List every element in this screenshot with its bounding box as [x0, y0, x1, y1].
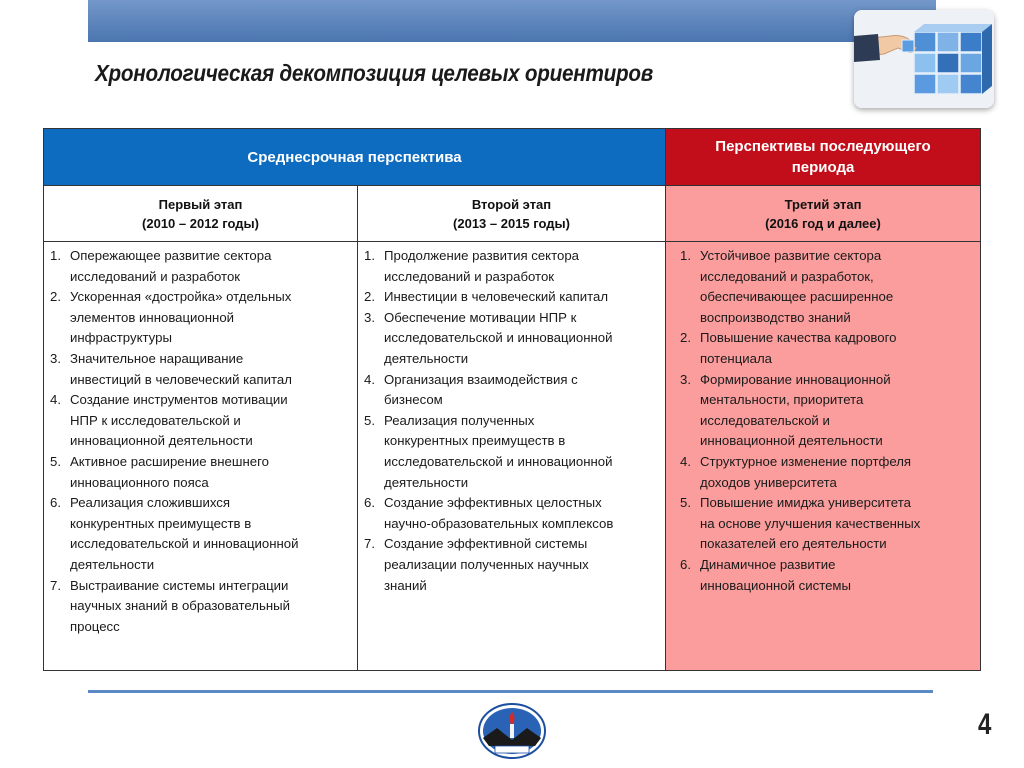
- list-item-line: Повышение имиджа университета: [700, 495, 911, 511]
- list-item-text: [70, 390, 353, 452]
- list-item-text: [70, 452, 353, 493]
- list-item-line: Значительное наращивание: [70, 350, 244, 366]
- list-item-number: 4.: [50, 392, 61, 408]
- stage-3-header: [666, 186, 980, 242]
- list-item-text: [384, 534, 661, 596]
- list-item: [680, 370, 976, 452]
- header-medium-term: Среднесрочная перспектива: [44, 129, 666, 186]
- hand-cubes-image: [854, 10, 994, 108]
- list-item: [364, 308, 661, 370]
- list-item-line: деятельности: [384, 474, 469, 490]
- stage-1-header: [44, 186, 358, 242]
- list-item: [50, 390, 353, 452]
- list-item-text: [384, 370, 661, 411]
- list-item-line: инновационной деятельности: [70, 433, 253, 449]
- list-item: [364, 287, 661, 308]
- list-item-number: 3.: [50, 350, 61, 366]
- list-item-number: 2.: [680, 330, 691, 346]
- list-item-line: знаний: [384, 577, 427, 593]
- stage-name: Второй этап: [471, 196, 552, 212]
- list-item-line: Продолжение развития сектора: [384, 248, 579, 263]
- list-item-text: [384, 287, 661, 308]
- list-item-number: 3.: [680, 371, 691, 387]
- list-item: [50, 246, 353, 287]
- stage-period: (2016 год и далее): [765, 215, 881, 231]
- list-item: [680, 493, 976, 555]
- list-item-line: Повышение качества кадрового: [700, 330, 897, 346]
- top-decorative-bar: [88, 0, 936, 42]
- list-item-line: исследовательской и инновационной: [384, 453, 613, 469]
- list-item-line: Создание инструментов мотивации: [70, 392, 288, 408]
- list-item: [364, 493, 661, 534]
- list-item-line: конкурентных преимуществ в: [70, 515, 252, 531]
- list-item-text: [700, 493, 976, 555]
- list-item-number: 7.: [50, 577, 61, 593]
- list-item-number: 5.: [364, 412, 375, 428]
- list-item: [680, 246, 976, 328]
- stage-name: Третий этап: [784, 196, 862, 212]
- list-item-line: исследовательской и: [700, 412, 830, 428]
- list-item-number: 6.: [50, 495, 61, 511]
- list-item-line: доходов университета: [700, 474, 837, 490]
- list-item-number: 5.: [680, 495, 691, 511]
- list-item-line: Организация взаимодействия с: [384, 371, 578, 387]
- list-item-number: 3.: [364, 309, 375, 325]
- header-next-period: [666, 129, 980, 186]
- list-item-number: 5.: [50, 453, 61, 469]
- list-item-line: Инвестиции в человеческий капитал: [384, 289, 609, 305]
- list-item-text: [384, 308, 661, 370]
- list-item-line: реализации полученных научных: [384, 556, 589, 572]
- list-item-text: [700, 555, 976, 596]
- list-item-line: Структурное изменение портфеля: [700, 453, 912, 469]
- list-item-number: 1.: [364, 248, 375, 263]
- list-item-number: 4.: [364, 371, 375, 387]
- list-item-line: воспроизводство знаний: [700, 309, 851, 325]
- list-item-line: Реализация сложившихся: [70, 495, 230, 511]
- list-item-number: 1.: [50, 248, 61, 263]
- list-item-line: Формирование инновационной: [700, 371, 891, 387]
- list-item-number: 2.: [364, 289, 375, 305]
- list-item: [50, 452, 353, 493]
- list-item-line: инновационной деятельности: [700, 433, 883, 449]
- list-item-text: [70, 349, 353, 390]
- list-item-number: 1.: [680, 248, 691, 263]
- list-item-text: [384, 411, 661, 493]
- list-item-line: исследований и разработок: [70, 268, 241, 284]
- list-item-line: на основе улучшения качественных: [700, 515, 921, 531]
- list-item-line: Обеспечение мотивации НПР к: [384, 309, 577, 325]
- list-item: [680, 452, 976, 493]
- list-item-line: деятельности: [384, 350, 469, 366]
- list-item: [680, 328, 976, 369]
- list-item-number: 2.: [50, 289, 61, 305]
- stage-period: (2010 – 2012 годы): [142, 215, 259, 231]
- list-item: [50, 493, 353, 575]
- list-item-line: Создание эффективной системы: [384, 536, 588, 552]
- list-item-text: [70, 576, 353, 638]
- list-item-line: исследовательской и инновационной: [384, 330, 613, 346]
- list-item-number: 7.: [364, 536, 375, 552]
- list-item-line: инфраструктуры: [70, 330, 172, 346]
- list-item-line: Динамичное развитие: [700, 556, 836, 572]
- list-item-line: процесс: [70, 618, 120, 634]
- bottom-divider: [88, 690, 933, 693]
- list-item-line: конкурентных преимуществ в: [384, 433, 566, 449]
- list-item-line: показателей его деятельности: [700, 536, 887, 552]
- stage-2-header: [358, 186, 666, 242]
- list-item-line: инновационной системы: [700, 577, 851, 593]
- list-item-line: НПР к исследовательской и: [70, 412, 241, 428]
- list-item-number: 4.: [680, 453, 691, 469]
- list-item-line: потенциала: [700, 350, 772, 366]
- list-item: [364, 411, 661, 493]
- list-item: [50, 287, 353, 349]
- list-item-line: научных знаний в образовательный: [70, 598, 290, 614]
- list-item-line: Устойчивое развитие сектора: [700, 248, 882, 263]
- list-item-line: инвестиций в человеческий капитал: [70, 371, 292, 387]
- list-item-line: Опережающее развитие сектора: [70, 248, 272, 263]
- page-number: 4: [978, 708, 992, 741]
- list-item: [50, 349, 353, 390]
- list-item-text: [700, 370, 976, 452]
- header-next-line1: Перспективы последующего: [715, 138, 931, 155]
- list-item-line: Выстраивание системы интеграции: [70, 577, 289, 593]
- list-item-line: Ускоренная «достройка» отдельных: [70, 289, 292, 305]
- list-item-text: [70, 287, 353, 349]
- list-item-line: деятельности: [70, 556, 155, 572]
- list-item-number: 6.: [680, 556, 691, 572]
- list-item: [364, 246, 661, 287]
- list-item-line: обеспечивающее расширенное: [700, 289, 894, 305]
- university-logo: [477, 702, 547, 760]
- list-item-line: бизнесом: [384, 392, 443, 408]
- list-item-text: [700, 246, 976, 328]
- list-item: [680, 555, 976, 596]
- list-item: [364, 534, 661, 596]
- list-item: [50, 576, 353, 638]
- header-next-line2: периода: [791, 159, 855, 176]
- stage-1-column: [44, 242, 358, 670]
- stage-3-column: [666, 242, 980, 670]
- list-item-number: 6.: [364, 495, 375, 511]
- list-item-line: элементов инновационной: [70, 309, 235, 325]
- list-item-text: [70, 246, 353, 287]
- list-item-text: [700, 452, 976, 493]
- list-item-text: [384, 493, 661, 534]
- slide-title: Хронологическая декомпозиция целевых ориентиров: [95, 60, 653, 86]
- list-item-line: Активное расширение внешнего: [70, 453, 269, 469]
- list-item-line: исследовательской и инновационной: [70, 536, 299, 552]
- timeline-table: [43, 128, 981, 671]
- list-item-line: инновационного пояса: [70, 474, 209, 490]
- list-item-line: Реализация полученных: [384, 412, 535, 428]
- list-item-text: [384, 246, 661, 287]
- list-item-line: ментальности, приоритета: [700, 392, 864, 408]
- list-item-line: Создание эффективных целостных: [384, 495, 602, 511]
- stage-2-column: [358, 242, 666, 670]
- stage-period: (2013 – 2015 годы): [453, 215, 570, 231]
- list-item-line: исследований и разработок,: [700, 268, 874, 284]
- list-item-line: научно-образовательных комплексов: [384, 515, 614, 531]
- list-item: [364, 370, 661, 411]
- list-item-line: исследований и разработок: [384, 268, 555, 284]
- list-item-text: [70, 493, 353, 575]
- stage-name: Первый этап: [158, 196, 243, 212]
- list-item-text: [700, 328, 976, 369]
